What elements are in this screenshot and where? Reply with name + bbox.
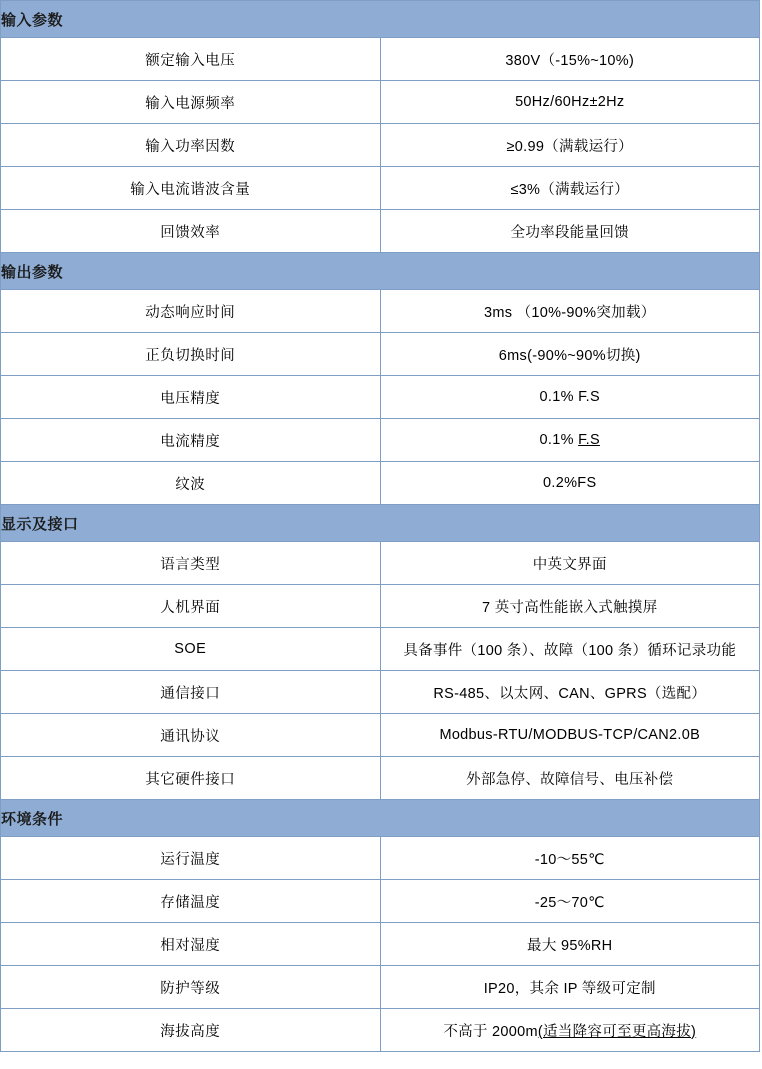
- table-row: [1, 290, 760, 333]
- parameter-label: 输入电源频率: [1, 81, 381, 124]
- parameter-label: 动态响应时间: [1, 290, 381, 333]
- parameter-label: 输入电流谐波含量: [1, 167, 381, 210]
- parameter-value: 7 英寸高性能嵌入式触摸屏: [380, 585, 760, 628]
- parameter-value: 中英文界面: [380, 542, 760, 585]
- parameter-label: 语言类型: [1, 542, 381, 585]
- parameter-value: 0.2%FS: [380, 462, 760, 505]
- parameter-value: 3ms （10%-90%突加载）: [380, 290, 760, 333]
- parameter-value: 最大 95%RH: [380, 923, 760, 966]
- section-header-title: 输出参数: [1, 253, 760, 290]
- parameter-label: SOE: [1, 628, 381, 671]
- table-row: [1, 167, 760, 210]
- table-row: [1, 210, 760, 253]
- table-row: [1, 966, 760, 1009]
- parameter-label: 通信接口: [1, 671, 381, 714]
- table-row: [1, 923, 760, 966]
- section-header-row: [1, 1, 760, 38]
- parameter-value: IP20，其余 IP 等级可定制: [380, 966, 760, 1009]
- section-header-title: 显示及接口: [1, 505, 760, 542]
- table-row: [1, 714, 760, 757]
- parameter-value: 0.1% F.S: [380, 376, 760, 419]
- parameter-value: 6ms(-90%~90%切换): [380, 333, 760, 376]
- table-row: [1, 81, 760, 124]
- table-row: [1, 376, 760, 419]
- parameter-value: 0.1% F.S: [380, 419, 760, 462]
- table-row: [1, 1009, 760, 1052]
- section-header-row: [1, 800, 760, 837]
- table-row: [1, 757, 760, 800]
- parameter-label: 人机界面: [1, 585, 381, 628]
- parameter-label: 回馈效率: [1, 210, 381, 253]
- parameter-label: 运行温度: [1, 837, 381, 880]
- parameter-label: 纹波: [1, 462, 381, 505]
- section-header-row: [1, 253, 760, 290]
- parameter-label: 防护等级: [1, 966, 381, 1009]
- parameter-value: 具备事件（100 条）、故障（100 条）循环记录功能: [380, 628, 760, 671]
- section-header-title: 输入参数: [1, 1, 760, 38]
- parameter-value: ≤3%（满载运行）: [380, 167, 760, 210]
- parameter-value: 50Hz/60Hz±2Hz: [380, 81, 760, 124]
- parameter-label: 电压精度: [1, 376, 381, 419]
- parameter-value: -25～70℃: [380, 880, 760, 923]
- specification-table-body: [1, 1, 760, 1052]
- parameter-label: 额定输入电压: [1, 38, 381, 81]
- table-row: [1, 542, 760, 585]
- parameter-value: 外部急停、故障信号、电压补偿: [380, 757, 760, 800]
- parameter-value: ≥0.99（满载运行）: [380, 124, 760, 167]
- parameter-label: 海拔高度: [1, 1009, 381, 1052]
- parameter-label: 输入功率因数: [1, 124, 381, 167]
- parameter-label: 存储温度: [1, 880, 381, 923]
- table-row: [1, 585, 760, 628]
- table-row: [1, 837, 760, 880]
- parameter-value: -10～55℃: [380, 837, 760, 880]
- parameter-value: 380V（-15%~10%): [380, 38, 760, 81]
- table-row: [1, 38, 760, 81]
- section-header-row: [1, 505, 760, 542]
- parameter-value: 全功率段能量回馈: [380, 210, 760, 253]
- table-row: [1, 419, 760, 462]
- parameter-label: 电流精度: [1, 419, 381, 462]
- parameter-value: Modbus-RTU/MODBUS-TCP/CAN2.0B: [380, 714, 760, 757]
- table-row: [1, 333, 760, 376]
- table-row: [1, 880, 760, 923]
- parameter-label: 其它硬件接口: [1, 757, 381, 800]
- table-row: [1, 628, 760, 671]
- parameter-label: 相对湿度: [1, 923, 381, 966]
- table-row: [1, 124, 760, 167]
- table-row: [1, 671, 760, 714]
- parameter-label: 通讯协议: [1, 714, 381, 757]
- parameter-label: 正负切换时间: [1, 333, 381, 376]
- parameter-value: RS-485、以太网、CAN、GPRS（选配）: [380, 671, 760, 714]
- section-header-title: 环境条件: [1, 800, 760, 837]
- table-row: [1, 462, 760, 505]
- parameter-value: 不高于 2000m(适当降容可至更高海拔): [380, 1009, 760, 1052]
